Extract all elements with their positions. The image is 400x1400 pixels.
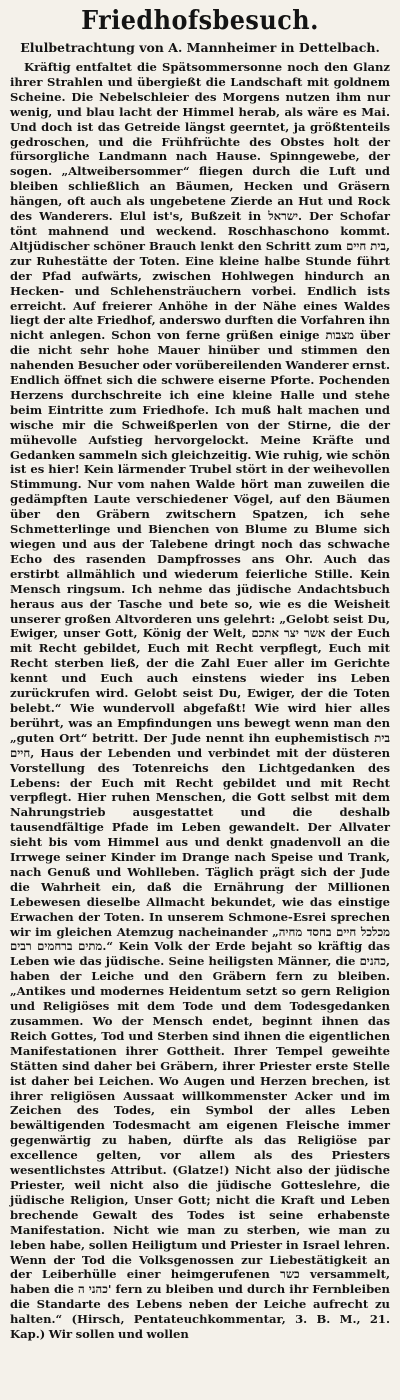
article-title: Friedhofsbesuch. [81,6,319,36]
article-body: Kräftig entfaltet die Spätsommersonne noch den Glanz ihrer Strahlen und übergießt die Landschaft mit goldnem Scheine. Die Nebelschleier des Morgens nutzen ihm nur wenig, und blau lacht der Himmel herab, als wäre es Mai. Und doch ist das Getreide längst geerntet, ja größtenteils gedroschen, und die Frühfrüchte des Obstes holt der fürsorgliche Landmann nach Hause. Spinngewebe, der sogen. „Altweibersommer“ fliegen durch die Luft und bleiben schließlich an Bäumen, Hecken und Gräsern hängen, oft auch als ungebetene Zierde an Hut und Rock des Wanderers. Elul ist's, Bußzeit in ישראל. Der Schofar tönt mahnend und weckend. Roschhaschono kommt. Altjüdischer schöner Brauch lenkt den Schritt zum בית חיים, zur Ruhestätte der Toten. Eine kleine halbe Stunde führt der Pfad aufwärts, zwischen Hohlwegen hindurch an Hecken- und Schlehensträuchern vorbei. Endlich ists erreicht. Auf freierer Anhöhe in der Nähe eines Waldes liegt der alte Friedhof, anderswo durften die Vorfahren ihn nicht anlegen. Schon von ferne grüßen einige מצבות über die nicht sehr hohe Mauer hinüber und stimmen den nahenden Besucher oder vorübereilenden Wanderer ernst. Endlich öffnet sich die schwere eiserne Pforte. Pochenden Herzens durchschreite ich eine kleine Halle und stehe beim Eintritte zum Friedhofe. Ich muß halt machen und wische mir die Schweißperlen von der Stirne, die der mühevolle Aufstieg hervorgelockt. Meine Kräfte und Gedanken sammeln sich gleichzeitig. Wie ruhig, wie schön ist es hier! Kein lärmender Trubel stört in der weihevollen Stimmung. Nur vom nahen Walde hört man zuweilen die gedämpften Laute verschiedener Vögel, auf den Bäumen über den Gräbern zwitschern Spatzen, ich sehe Schmetterlinge und Bienchen von Blume zu Blume sich wiegen und aus der Talebene dringt noch das schwache Echo des rasenden Dampfrosses ans Ohr. Auch das erstirbt allmählich und wiederum feierliche Stille. Kein Mensch ringsum. Ich nehme das jüdische Andachtsbuch heraus aus der Tasche und bete so, wie es die Weisheit unserer großen Altvorderen uns gelehrt: „Gelobt seist Du, Ewiger, unser Gott, König der Welt, אשר יצר אתכם der Euch mit Recht gebildet, Euch mit Recht verpflegt, Euch mit Recht sterben ließ, der die Zahl Euer aller im Gerichte kennt und Euch auch einstens wieder ins Leben zurückrufen wird. Gelobt seist Du, Ewiger, der die Toten belebt.“ Wie wundervoll abgefaßt! Wie wird hier alles berührt, was an Empfindungen uns bewegt wenn man den „guten Ort“ betritt. Der Jude nennt ihn euphemistisch בית חיים, Haus der Lebenden und verbindet mit der düsteren Vorstellung des Totenreichs den Lichtgedanken des Lebens: der Euch mit Recht gebildet und mit Recht verpflegt. Hier ruhen Menschen, die Gott selbst mit dem Nahrungstrieb ausgestattet und die deshalb tausendfältige Pfade im Leben gewandelt. Der Allvater sieht bis vom Himmel aus und denkt gnadenvoll an die Irrwege seiner Kinder im Drange nach Speise und Trank, nach Genuß und Wohlleben. Täglich prägt sich der Jude die Wahrheit ein, daß die Ernährung der Millionen Lebewesen dieselbe Allmacht bekundet, wie das einstige Erwachen der Toten. In unserem Schmone-Esrei sprechen wir im gleichen Atemzug nacheinander „מכלכל חיים בחסד מחיה מתים ברחמים רבים.“ Kein Volk der Erde bejaht so kräftig das Leben wie das jüdische. Seine heiligsten Männer, die כהנים, haben der Leiche und den Gräbern fern zu bleiben. „Antikes und modernes Heidentum setzt so gern Religion und Religiöses mit dem Tode und dem Todesgedanken zusammen. Wo der Mensch endet, beginnt ihnen das Reich Gottes, Tod und Sterben sind ihnen die eigentlichen Manifestationen ihrer Gottheit. Ihrer Tempel geweihte Stätten sind daher bei Gräbern, ihrer Priester erste Stelle ist daher bei Leichen. Wo Augen und Herzen brechen, ist ihrer religiösen Aussaat willkommenster Acker und im Zeichen des Todes, ein Symbol der alles Leben bewältigenden Todesmacht am eigenen Fleische immer gegenwärtig zu haben, dürfte als das Religiöse par excellence gelten, vor allem als des Priesters wesentlichstes Attribut. (Glatze!) Nicht also der jüdische Priester, weil nicht also die jüdische Gotteslehre, die jüdische Religion, Unser Gott; nicht die Kraft und Leben brechende Gewalt des Todes ist seine erhabenste Manifestation. Nicht wie man zu sterben, wie man zu leben habe, sollen Heiligtum und Priester in Israel lehren. Wenn der Tod die Volksgenossen zur Liebestätigkeit an der Leiberhülle einer heimgerufenen כשר versammelt, haben die כהני ה' fern zu bleiben und durch ihr Fernbleiben die Standarte des Lebens neben der Leiche aufrecht zu halten.“ (Hirsch, Pentateuchkommentar, 3. B. M., 21. Kap.) Wir sollen und wollen [10,60,391,1342]
article-subtitle: Elulbetrachtung von A. Mannheimer in Dettelbach. [20,40,380,55]
